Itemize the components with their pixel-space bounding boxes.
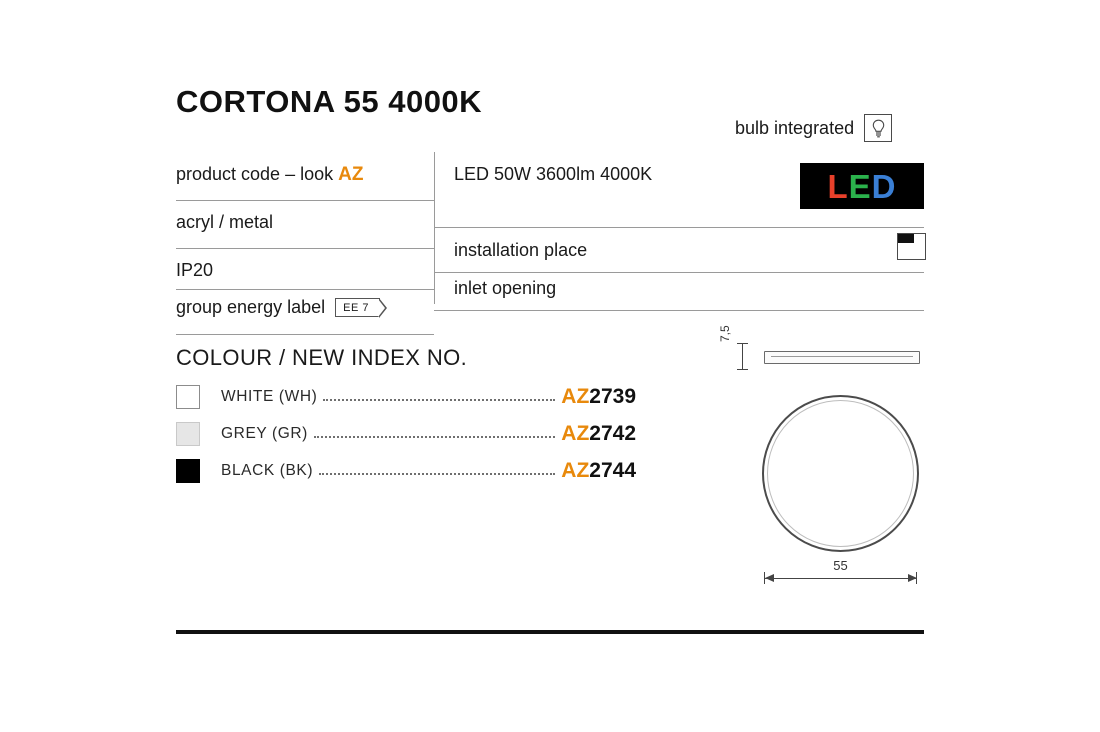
footer-rule — [176, 630, 924, 634]
divider-left-3 — [176, 289, 434, 290]
height-dimension — [718, 325, 748, 374]
spec-row-energy-label — [176, 297, 380, 318]
table-vertical-divider — [434, 152, 435, 304]
divider-right-2 — [434, 272, 924, 273]
bulb-icon — [864, 114, 892, 142]
spec-product-code-label: product code – look — [176, 164, 339, 184]
spec-row-product-code — [176, 164, 363, 186]
colour-code-black — [561, 459, 636, 483]
divider-left-2 — [176, 248, 434, 249]
spec-energy-label-text: group energy label — [176, 297, 326, 317]
list-item[interactable] — [176, 378, 636, 415]
bulb-integrated-row — [735, 114, 892, 142]
colour-name-black: BLACK (BK) — [221, 461, 314, 479]
height-dimension-line — [742, 343, 743, 369]
spec-row-led: LED 50W 3600lm 4000K — [454, 164, 653, 184]
colour-code-number: 2744 — [589, 458, 636, 482]
installation-place-icon-fill — [898, 234, 914, 243]
side-view-body — [764, 351, 920, 364]
page-title: CORTONA 55 4000K — [176, 84, 483, 119]
bulb-glyph — [871, 119, 886, 138]
leader-dots — [319, 473, 555, 475]
led-logo — [800, 163, 924, 209]
led-logo-letter-l: L — [827, 167, 849, 205]
colour-section-heading: COLOUR / NEW INDEX NO. — [176, 345, 468, 370]
led-logo-letter-d: D — [871, 167, 897, 205]
diameter-arrow-left-icon — [765, 574, 774, 582]
colour-code-white — [561, 385, 636, 409]
energy-label-badge — [335, 298, 380, 317]
divider-left-1 — [176, 200, 434, 201]
colour-code-number: 2742 — [589, 421, 636, 445]
list-item[interactable] — [176, 415, 636, 452]
height-dimension-cap-top — [737, 343, 748, 344]
diameter-dimension-line — [764, 578, 917, 579]
spec-product-code-accent: AZ — [338, 164, 364, 185]
colour-code-prefix: AZ — [561, 384, 590, 408]
diameter-dimension-label: 55 — [833, 558, 848, 573]
colour-swatch-grey — [176, 422, 200, 446]
colour-name-white: WHITE (WH) — [221, 387, 318, 405]
spec-row-ip: IP20 — [176, 260, 214, 280]
spec-row-inlet-opening: inlet opening — [454, 278, 557, 298]
bulb-integrated-label: bulb integrated — [735, 117, 855, 138]
divider-right-1 — [434, 227, 924, 228]
divider-right-3 — [434, 310, 924, 311]
product-top-view-drawing — [762, 395, 919, 552]
height-dimension-cap-bottom — [737, 369, 748, 370]
colour-code-prefix: AZ — [561, 421, 590, 445]
colour-code-number: 2739 — [589, 384, 636, 408]
energy-label-badge-text: EE 7 — [343, 301, 369, 314]
led-logo-letter-e: E — [848, 167, 872, 205]
colour-code-grey — [561, 422, 636, 446]
colour-name-grey: GREY (GR) — [221, 424, 308, 442]
product-side-view-drawing — [757, 348, 925, 366]
height-dimension-label: 7,5 — [718, 325, 732, 342]
installation-place-icon — [897, 233, 926, 260]
colour-swatch-black — [176, 459, 200, 483]
colour-code-prefix: AZ — [561, 458, 590, 482]
leader-dots — [314, 436, 555, 438]
diameter-arrow-right-icon — [908, 574, 917, 582]
divider-left-4 — [176, 334, 434, 335]
colour-list — [176, 378, 636, 489]
spec-row-installation-place: installation place — [454, 240, 588, 260]
diameter-dimension — [762, 558, 919, 586]
colour-swatch-white — [176, 385, 200, 409]
list-item[interactable] — [176, 452, 636, 489]
leader-dots — [323, 399, 555, 401]
spec-row-material: acryl / metal — [176, 212, 274, 232]
